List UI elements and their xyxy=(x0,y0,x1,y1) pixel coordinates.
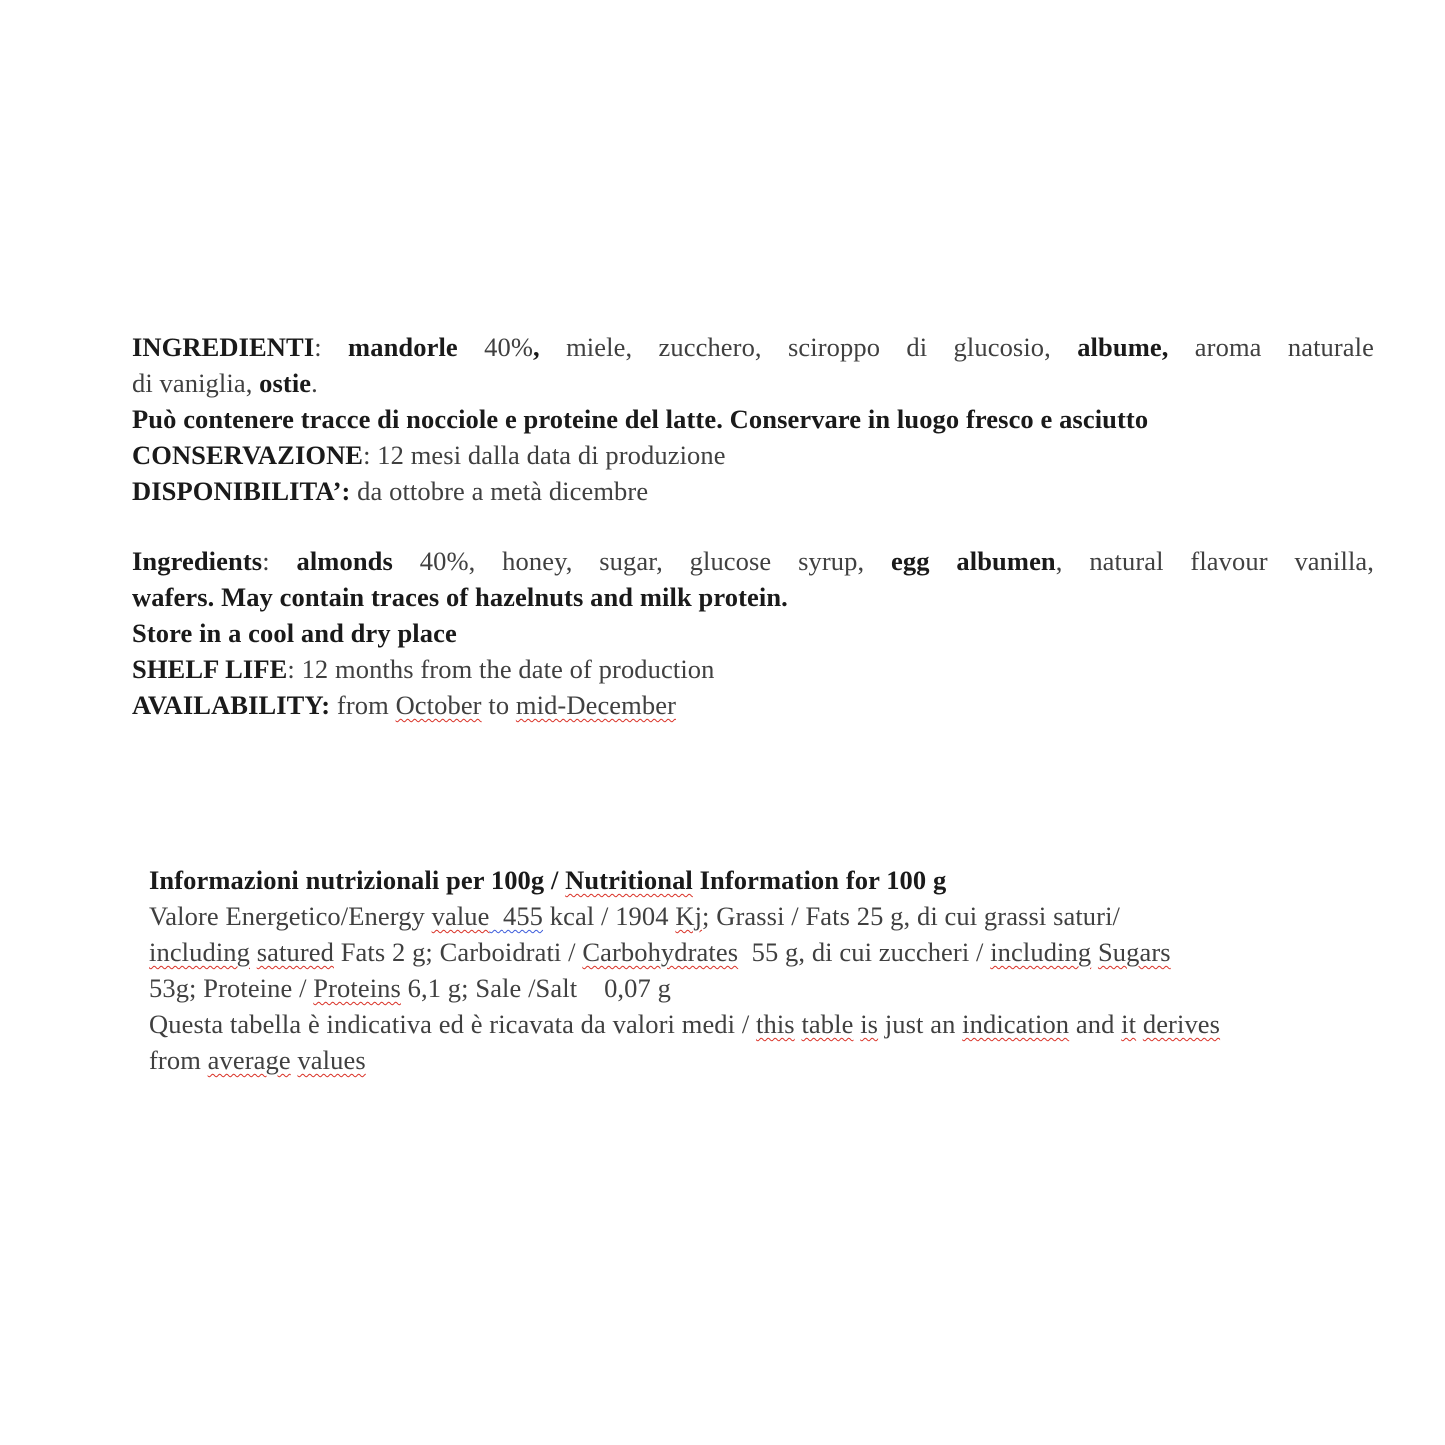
nutrition-line-3 xyxy=(149,970,1339,1006)
it-conservazione-line xyxy=(132,437,1374,473)
en-shelf-value: : 12 months from the date of production xyxy=(287,654,715,684)
spellcheck-kj: Kj xyxy=(675,901,703,931)
grammar-spacing xyxy=(490,901,503,931)
it-disponibilita-line xyxy=(132,473,1374,509)
carbs-label: Fats 2 g; Carboidrati / xyxy=(333,937,583,967)
en-availability-to: to xyxy=(481,690,516,720)
it-ostie: ostie xyxy=(259,368,312,398)
it-disponibilita-label: DISPONIBILITA’: xyxy=(132,476,351,506)
it-aroma: aroma naturale xyxy=(1168,332,1374,362)
spellcheck-value: value xyxy=(431,901,490,931)
spellcheck-derives: derives xyxy=(1142,1009,1221,1039)
nutrition-line-1 xyxy=(149,898,1339,934)
english-label-section xyxy=(132,543,1374,723)
spellcheck-is: is xyxy=(860,1009,879,1039)
nutrition-section xyxy=(149,862,1339,1078)
en-availability-label: AVAILABILITY: xyxy=(132,690,331,720)
it-vaniglia: di vaniglia, xyxy=(132,368,260,398)
spellcheck-october: October xyxy=(395,690,482,720)
and-text: and xyxy=(1069,1009,1122,1039)
spellcheck-this: this xyxy=(756,1009,795,1039)
en-store-line: Store in a cool and dry place xyxy=(132,618,457,648)
en-flavour: , natural flavour vanilla, xyxy=(1055,546,1374,576)
spellcheck-proteins: Proteins xyxy=(313,973,401,1003)
spellcheck-including: including xyxy=(149,937,250,967)
spellcheck-mid-december: mid-December xyxy=(515,690,677,720)
it-may-contain: Può contenere tracce di nocciole e proteine del latte. Conservare in luogo fresco e asciutto xyxy=(132,404,1149,434)
spellcheck-carbohydrates: Carbohydrates xyxy=(582,937,739,967)
it-albume: albume, xyxy=(1077,332,1169,362)
it-almonds-pct: 40% xyxy=(457,332,534,362)
it-conservazione-value: : 12 mesi dalla data di produzione xyxy=(363,440,726,470)
period: . xyxy=(311,368,318,398)
it-ingredients-line-1 xyxy=(132,329,1374,365)
nutrition-line-4 xyxy=(149,1006,1339,1042)
en-availability-line xyxy=(132,687,1374,723)
en-wafers-line: wafers. May contain traces of hazelnuts and milk protein. xyxy=(132,582,788,612)
energy-kcal-value: 455 xyxy=(502,901,544,931)
en-egg-albumen: egg albumen xyxy=(891,546,1056,576)
protein-label: 53g; Proteine / xyxy=(149,973,314,1003)
en-ingredients-mid: 40%, honey, sugar, glucose syrup, xyxy=(392,546,892,576)
nutrition-title-start: Informazioni nutrizionali per 100g / xyxy=(149,865,566,895)
protein-salt-values: 6,1 g; Sale /Salt 0,07 g xyxy=(400,973,671,1003)
spellcheck-values: values xyxy=(297,1045,366,1075)
en-ingredients-line-1 xyxy=(132,543,1374,579)
en-almonds: almonds xyxy=(296,546,393,576)
spellcheck-including-2: including xyxy=(990,937,1092,967)
nutrition-title xyxy=(149,862,1339,898)
spellcheck-nutritional: Nutritional xyxy=(565,865,693,895)
it-disponibilita-value: da ottobre a metà dicembre xyxy=(350,476,649,506)
en-shelf-label: SHELF LIFE xyxy=(132,654,288,684)
spellcheck-table: table xyxy=(801,1009,854,1039)
it-conservazione-label: CONSERVAZIONE xyxy=(132,440,364,470)
en-shelf-life-line xyxy=(132,651,1374,687)
space xyxy=(250,937,257,967)
from-text: from xyxy=(149,1045,208,1075)
nutrition-line-2 xyxy=(149,934,1339,970)
spellcheck-it: it xyxy=(1121,1009,1137,1039)
nutrition-line-5 xyxy=(149,1042,1339,1078)
spellcheck-indication: indication xyxy=(962,1009,1070,1039)
disclaimer-en-part: just an xyxy=(878,1009,963,1039)
colon: : xyxy=(314,332,349,362)
disclaimer-it: Questa tabella è indicativa ed è ricavata da valori medi / xyxy=(149,1009,757,1039)
colon: : xyxy=(262,546,297,576)
spellcheck-sugars: Sugars xyxy=(1097,937,1171,967)
spellcheck-average: average xyxy=(207,1045,291,1075)
space xyxy=(1136,1009,1143,1039)
en-ingredients-label: Ingredients xyxy=(132,546,263,576)
it-ingredients-line-2 xyxy=(132,365,1374,401)
it-almonds: mandorle xyxy=(348,332,458,362)
spellcheck-satured: satured xyxy=(256,937,334,967)
bold-comma: , xyxy=(533,332,540,362)
it-ingredients-mid: miele, zucchero, sciroppo di glucosio, xyxy=(539,332,1078,362)
it-ingredients-label: INGREDIENTI xyxy=(132,332,315,362)
sugars-label: 55 g, di cui zuccheri / xyxy=(738,937,991,967)
en-availability-from: from xyxy=(330,690,396,720)
fats-text: ; Grassi / Fats 25 g, di cui grassi saturi/ xyxy=(702,901,1121,931)
nutrition-title-end: Information for 100 g xyxy=(692,865,947,895)
space xyxy=(1091,937,1098,967)
energy-kj-prefix: kcal / 1904 xyxy=(543,901,676,931)
energy-label: Valore Energetico/Energy xyxy=(149,901,432,931)
italian-label-section xyxy=(132,329,1374,509)
